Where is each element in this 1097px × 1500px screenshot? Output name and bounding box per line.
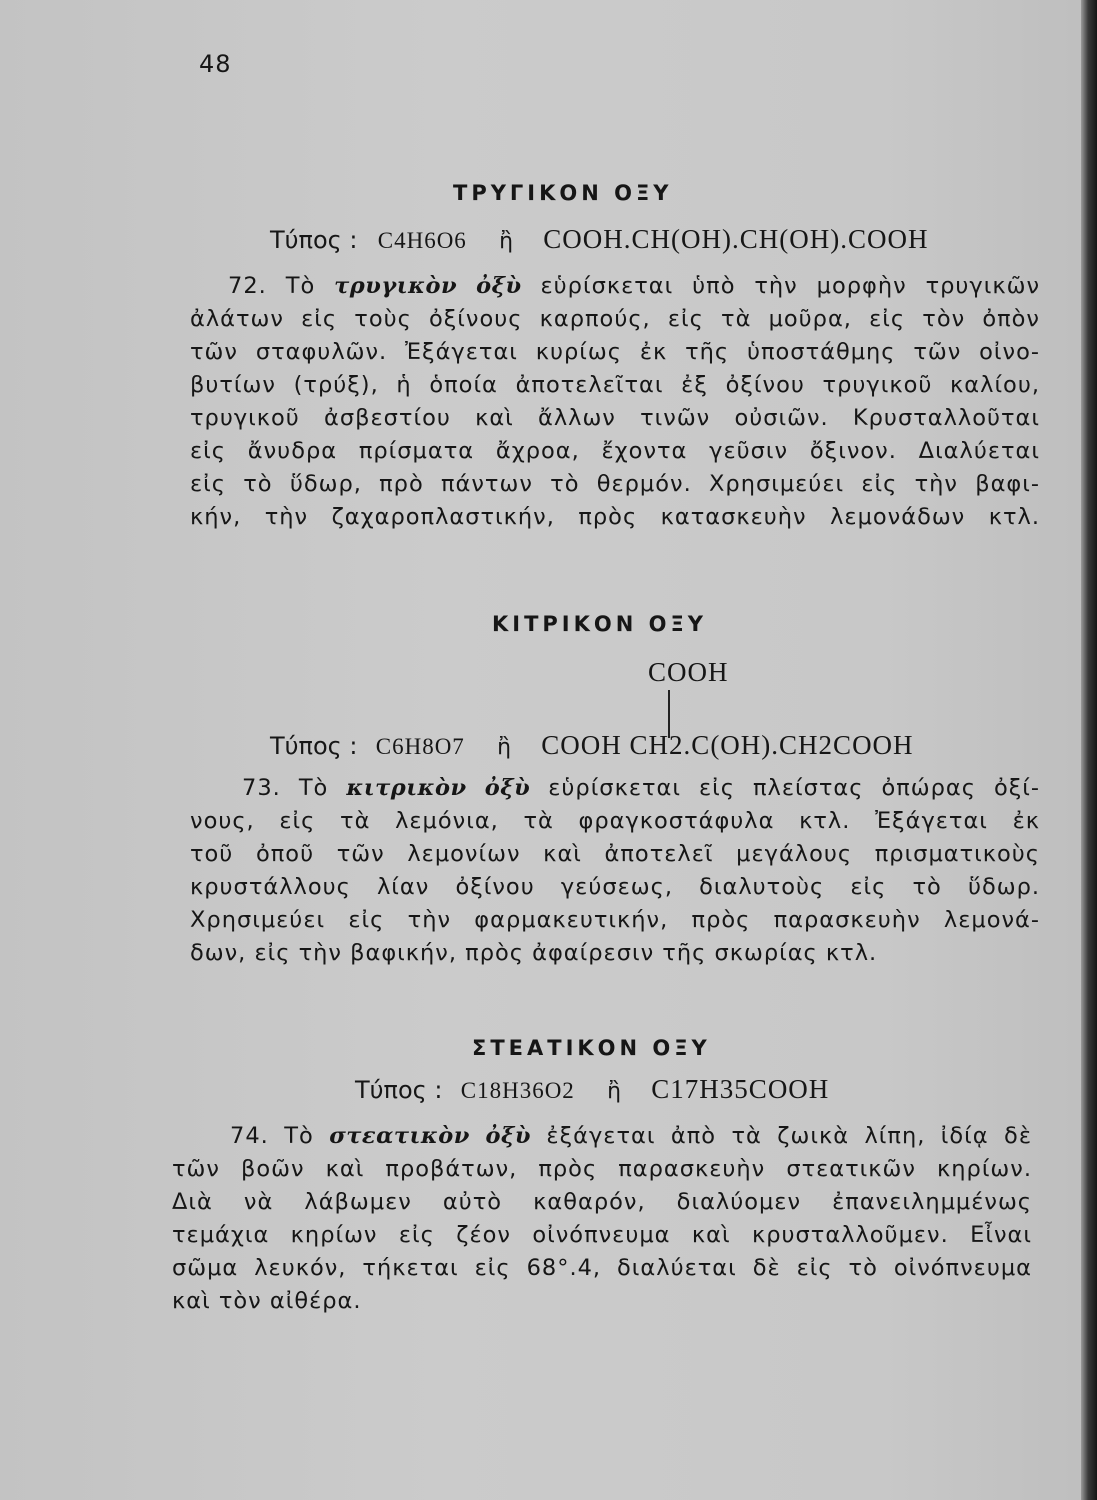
paragraph-first-line bbox=[172, 1120, 1032, 1153]
formula-raw: C18H36O2 bbox=[460, 1078, 575, 1103]
paragraph-line: εἰς τὸ ὕδωρ, πρὸ πάντων τὸ θερμόν. Χρησιμεύει εἰς τὴν βαφι- bbox=[190, 471, 1040, 497]
paragraph-line: ἀλάτων εἰς τοὺς ὀξίνους καρπούς, εἰς τὰ μοῦρα, εἰς τὸν ὀπὸν bbox=[190, 306, 1040, 332]
paragraph-line: κρυστάλλους λίαν ὀξίνου γεύσεως, διαλυτοὺς εἰς τὸ ὕδωρ. bbox=[190, 874, 1040, 900]
paragraph-74 bbox=[172, 1120, 1032, 1318]
paragraph-line: νους, εἰς τὰ λεμόνια, τὰ φραγκοστάφυλα κτλ. Ἐξάγεται ἐκ bbox=[190, 808, 1040, 834]
paragraph-line: κήν, τὴν ζαχαροπλαστικήν, πρὸς κατασκευὴν λεμονάδων κτλ. bbox=[190, 504, 1040, 530]
paragraph-line: τῶν βοῶν καὶ προβάτων, πρὸς παρασκευὴν στεατικῶν κηρίων. bbox=[172, 1156, 1032, 1182]
paragraph-number: 73. bbox=[242, 775, 281, 801]
paragraph-line: τοῦ ὀποῦ τῶν λεμονίων καὶ ἀποτελεῖ μεγάλους πρισματικοὺς bbox=[190, 841, 1040, 867]
formula-label: Τύπος : bbox=[270, 226, 358, 254]
page-number: 48 bbox=[199, 50, 232, 78]
paragraph-line: εἰς ἄνυδρα πρίσματα ἄχροα, ἔχοντα γεῦσιν ὄξινον. Διαλύεται bbox=[190, 438, 1040, 464]
paragraph-line: δων, εἰς τὴν βαφικήν, πρὸς ἀφαίρεσιν τῆς σκωρίας κτλ. bbox=[190, 940, 878, 966]
paragraph-line: εὑρίσκεται εἰς πλείστας ὀπώρας ὀξί- bbox=[548, 775, 1041, 801]
paragraph-line: τῶν σταφυλῶν. Ἐξάγεται κυρίως ἐκ τῆς ὑποστάθμης τῶν οἰνο- bbox=[190, 339, 1040, 365]
formula-or: ἢ bbox=[499, 229, 514, 254]
formula-struct: C17H35COOH bbox=[651, 1074, 830, 1104]
formula-or: ἢ bbox=[607, 1079, 622, 1104]
paragraph-term: τρυγικὸν ὀξὺ bbox=[334, 273, 522, 299]
section-heading-tartaric: ΤΡΥΓΙΚΟΝ ΟΞΥ bbox=[453, 181, 673, 205]
paragraph-lead: Τὸ bbox=[284, 1123, 314, 1149]
paragraph-lead: Τὸ bbox=[285, 273, 316, 299]
formula-stearic bbox=[355, 1074, 829, 1105]
paragraph-line: καὶ τὸν αἰθέρα. bbox=[172, 1288, 362, 1314]
paragraph-lead: Τὸ bbox=[298, 775, 329, 801]
paragraph-line: Χρησιμεύει εἰς τὴν φαρμακευτικήν, πρὸς παρασκευὴν λεμονά- bbox=[190, 907, 1040, 933]
section-heading-stearic: ΣΤΕΑΤΙΚΟΝ ΟΞΥ bbox=[472, 1036, 711, 1060]
formula-raw: C4H6O6 bbox=[377, 228, 467, 253]
formula-raw: C6H8O7 bbox=[375, 734, 465, 759]
formula-struct: COOH CH2.C(OH).CH2COOH bbox=[541, 730, 914, 760]
paragraph-number: 74. bbox=[230, 1123, 269, 1149]
section-heading-citric: ΚΙΤΡΙΚΟΝ ΟΞΥ bbox=[492, 612, 707, 636]
page-edge-shadow bbox=[1081, 0, 1097, 1500]
paragraph-term: κιτρικὸν ὀξὺ bbox=[346, 775, 531, 801]
paragraph-line: εὑρίσκεται ὑπὸ τὴν μορφὴν τρυγικῶν bbox=[540, 273, 1041, 299]
formula-tartaric bbox=[270, 224, 929, 255]
paragraph-73 bbox=[190, 772, 1040, 970]
formula-label: Τύπος : bbox=[270, 732, 358, 760]
formula-branch-cooh: COOH bbox=[648, 657, 729, 687]
formula-struct: COOH.CH(OH).CH(OH).COOH bbox=[543, 224, 929, 254]
paragraph-term: στεατικὸν ὀξὺ bbox=[329, 1123, 531, 1149]
paragraph-number: 72. bbox=[228, 273, 267, 299]
paragraph-line: σῶμα λευκόν, τήκεται εἰς 68°.4, διαλύεται δὲ εἰς τὸ οἰνόπνευμα bbox=[172, 1255, 1032, 1281]
formula-citric bbox=[270, 730, 914, 761]
paragraph-first-line bbox=[190, 270, 1040, 303]
paragraph-line: τεμάχια κηρίων εἰς ζέον οἰνόπνευμα καὶ κρυσταλλοῦμεν. Εἶναι bbox=[172, 1222, 1032, 1248]
paragraph-line: βυτίων (τρύξ), ἡ ὁποία ἀποτελεῖται ἐξ ὀξίνου τρυγικοῦ καλίου, bbox=[190, 372, 1040, 398]
paragraph-line: τρυγικοῦ ἀσβεστίου καὶ ἄλλων τινῶν οὐσιῶν. Κρυσταλλοῦται bbox=[190, 405, 1040, 431]
paragraph-line: Διὰ νὰ λάβωμεν αὐτὸ καθαρόν, διαλύομεν ἐπανειλημμένως bbox=[172, 1189, 1032, 1215]
paragraph-first-line bbox=[190, 772, 1040, 805]
formula-or: ἢ bbox=[497, 735, 512, 760]
paragraph-72 bbox=[190, 270, 1040, 534]
formula-label: Τύπος : bbox=[355, 1076, 443, 1104]
paragraph-line: ἐξάγεται ἀπὸ τὰ ζωικὰ λίπη, ἰδίᾳ δὲ bbox=[546, 1123, 1032, 1149]
